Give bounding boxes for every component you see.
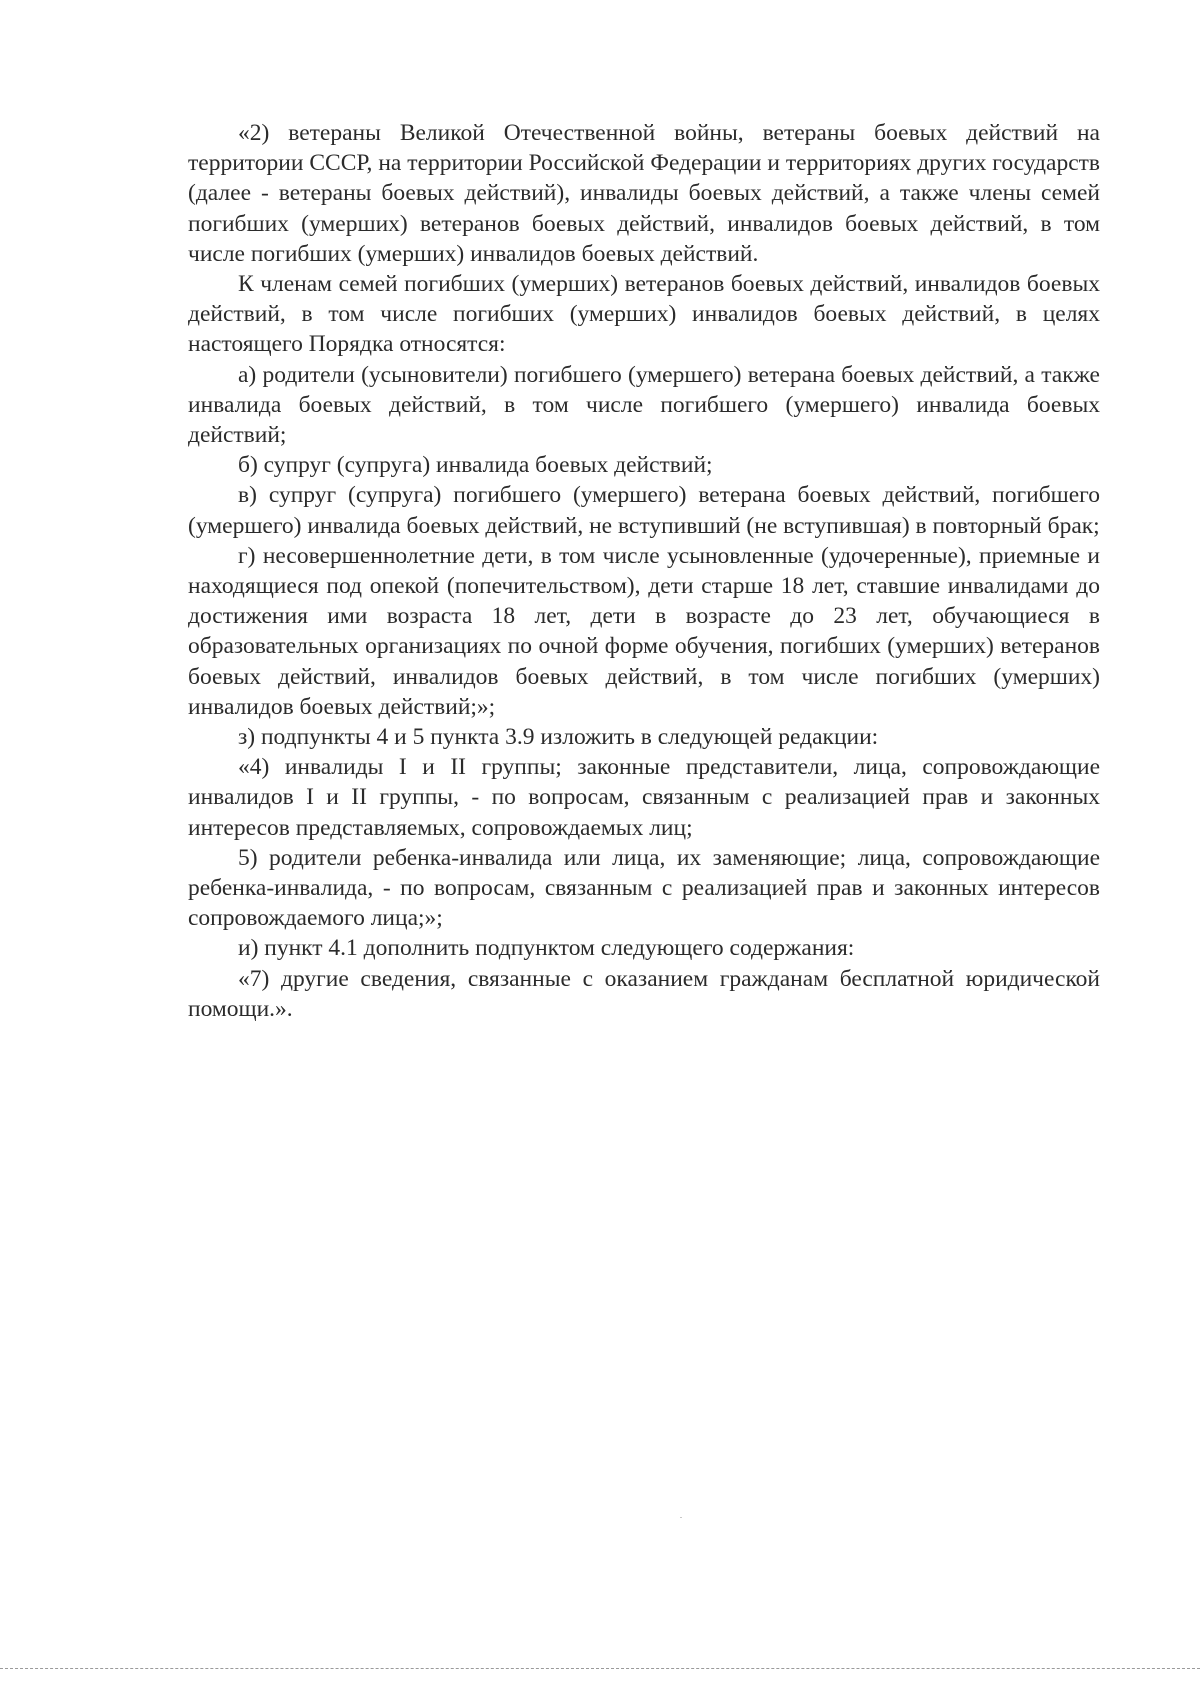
paragraph-item-g: г) несовершеннолетние дети, в том числе усыновленные (удочеренные), приемные и находящиеся под опекой (попечительством), дети старше 18 лет, ставшие инвалидами до достижения ими возраста 18 лет, дети в возрасте до 23 лет, обучающиеся в образовательных организациях по очной форме обучения, погибших (умерших) ветеранов боевых действий, инвалидов боевых действий, в том числе погибших (умерших) инвалидов боевых действий;»; bbox=[188, 542, 1100, 720]
paragraph-subitem-7: «7) другие сведения, связанные с оказанием гражданам бесплатной юридической помощи.». bbox=[188, 965, 1100, 1022]
paragraph-item-v: в) супруг (супруга) погибшего (умершего) ветерана боевых действий, погибшего (умершего) инвалида боевых действий, не вступивший (не вступившая) в повторный брак; bbox=[188, 482, 1100, 539]
paragraph-veterans-definition: «2) ветераны Великой Отечественной войны, ветераны боевых действий на территории СССР, на территории Российской Федерации и территориях других государств (далее - ветераны боевых действий), инвалиды боевых действий, а также члены семей погибших (умерших) ветеранов боевых действий, инвалидов боевых действий, в том числе погибших (умерших) инвалидов боевых действий. bbox=[188, 120, 1100, 267]
paragraph-item-a: а) родители (усыновители) погибшего (умершего) ветерана боевых действий, а также инвалида боевых действий, в том числе погибшего (умершего) инвалида боевых действий; bbox=[188, 361, 1100, 449]
paragraph-subitem-4: «4) инвалиды I и II группы; законные представители, лица, сопровождающие инвалидов I и II группы, - по вопросам, связанным с реализацией прав и законных интересов представляемых, сопровождаемых лиц; bbox=[188, 754, 1100, 841]
paragraph-amendment-i: и) пункт 4.1 дополнить подпунктом следующего содержания: bbox=[238, 935, 855, 962]
paragraph-amendment-z: з) подпункты 4 и 5 пункта 3.9 изложить в следующей редакции: bbox=[238, 724, 879, 751]
document-body bbox=[188, 118, 1100, 1024]
paragraph-subitem-5: 5) родители ребенка-инвалида или лица, их заменяющие; лица, сопровождающие ребенка-инвалида, - по вопросам, связанным с реализацией прав и законных интересов сопровождаемого лица;»; bbox=[188, 844, 1100, 932]
paragraph-family-members-intro: К членам семей погибших (умерших) ветеранов боевых действий, инвалидов боевых действий, в том числе погибших (умерших) инвалидов боевых действий, в целях настоящего Порядка относятся: bbox=[188, 271, 1100, 358]
paragraph-item-b: б) супруг (супруга) инвалида боевых действий; bbox=[238, 452, 713, 479]
scan-speck bbox=[680, 1517, 682, 1518]
scan-edge-line bbox=[0, 1668, 1200, 1669]
